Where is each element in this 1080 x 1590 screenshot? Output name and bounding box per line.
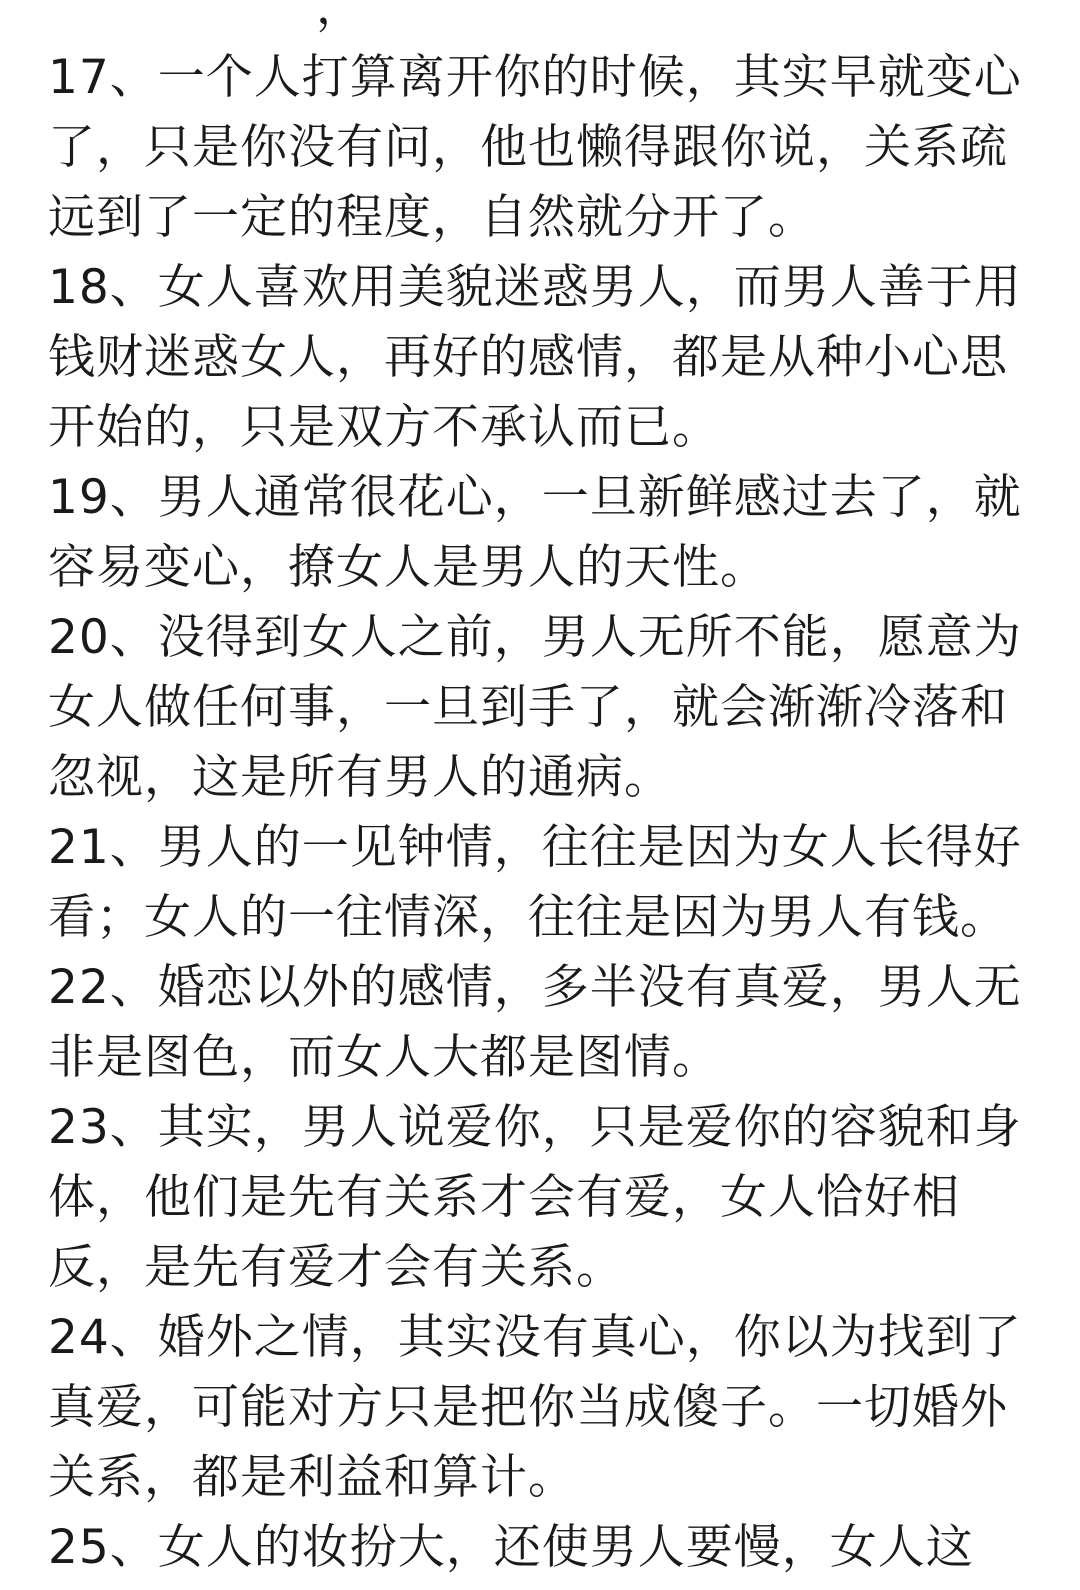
top-cut-fragment: ， — [316, 0, 364, 35]
list-item-25-cut: 25、女人的妆扮大，还使男人要慢，女人这 — [48, 1520, 974, 1575]
list-item-24: 24、婚外之情，其实没有真心，你以为找到了真爱，可能对方只是把你当成傻子。一切婚外关系，都是利益和算计。 — [48, 1310, 1022, 1505]
article-text — [48, 0, 1028, 1583]
list-item-17: 17、一个人打算离开你的时候，其实早就变心了，只是你没有问，他也懒得跟你说，关系疏远到了一定的程度，自然就分开了。 — [48, 50, 1022, 245]
list-item-20: 20、没得到女人之前，男人无所不能，愿意为女人做任何事，一旦到手了，就会渐渐冷落和忽视，这是所有男人的通病。 — [48, 610, 1022, 805]
list-item-19: 19、男人通常很花心，一旦新鲜感过去了，就容易变心，撩女人是男人的天性。 — [48, 470, 1022, 595]
list-item-23: 23、其实，男人说爱你，只是爱你的容貌和身体，他们是先有关系才会有爱，女人恰好相反，是先有爱才会有关系。 — [48, 1100, 1022, 1295]
list-item-22: 22、婚恋以外的感情，多半没有真爱，男人无非是图色，而女人大都是图情。 — [48, 960, 1022, 1085]
list-item-18: 18、女人喜欢用美貌迷惑男人，而男人善于用钱财迷惑女人，再好的感情，都是从种小心思开始的，只是双方不承认而已。 — [48, 260, 1022, 455]
list-item-21: 21、男人的一见钟情，往往是因为女人长得好看；女人的一往情深，往往是因为男人有钱。 — [48, 820, 1022, 945]
top-cut-line — [48, 0, 1028, 43]
